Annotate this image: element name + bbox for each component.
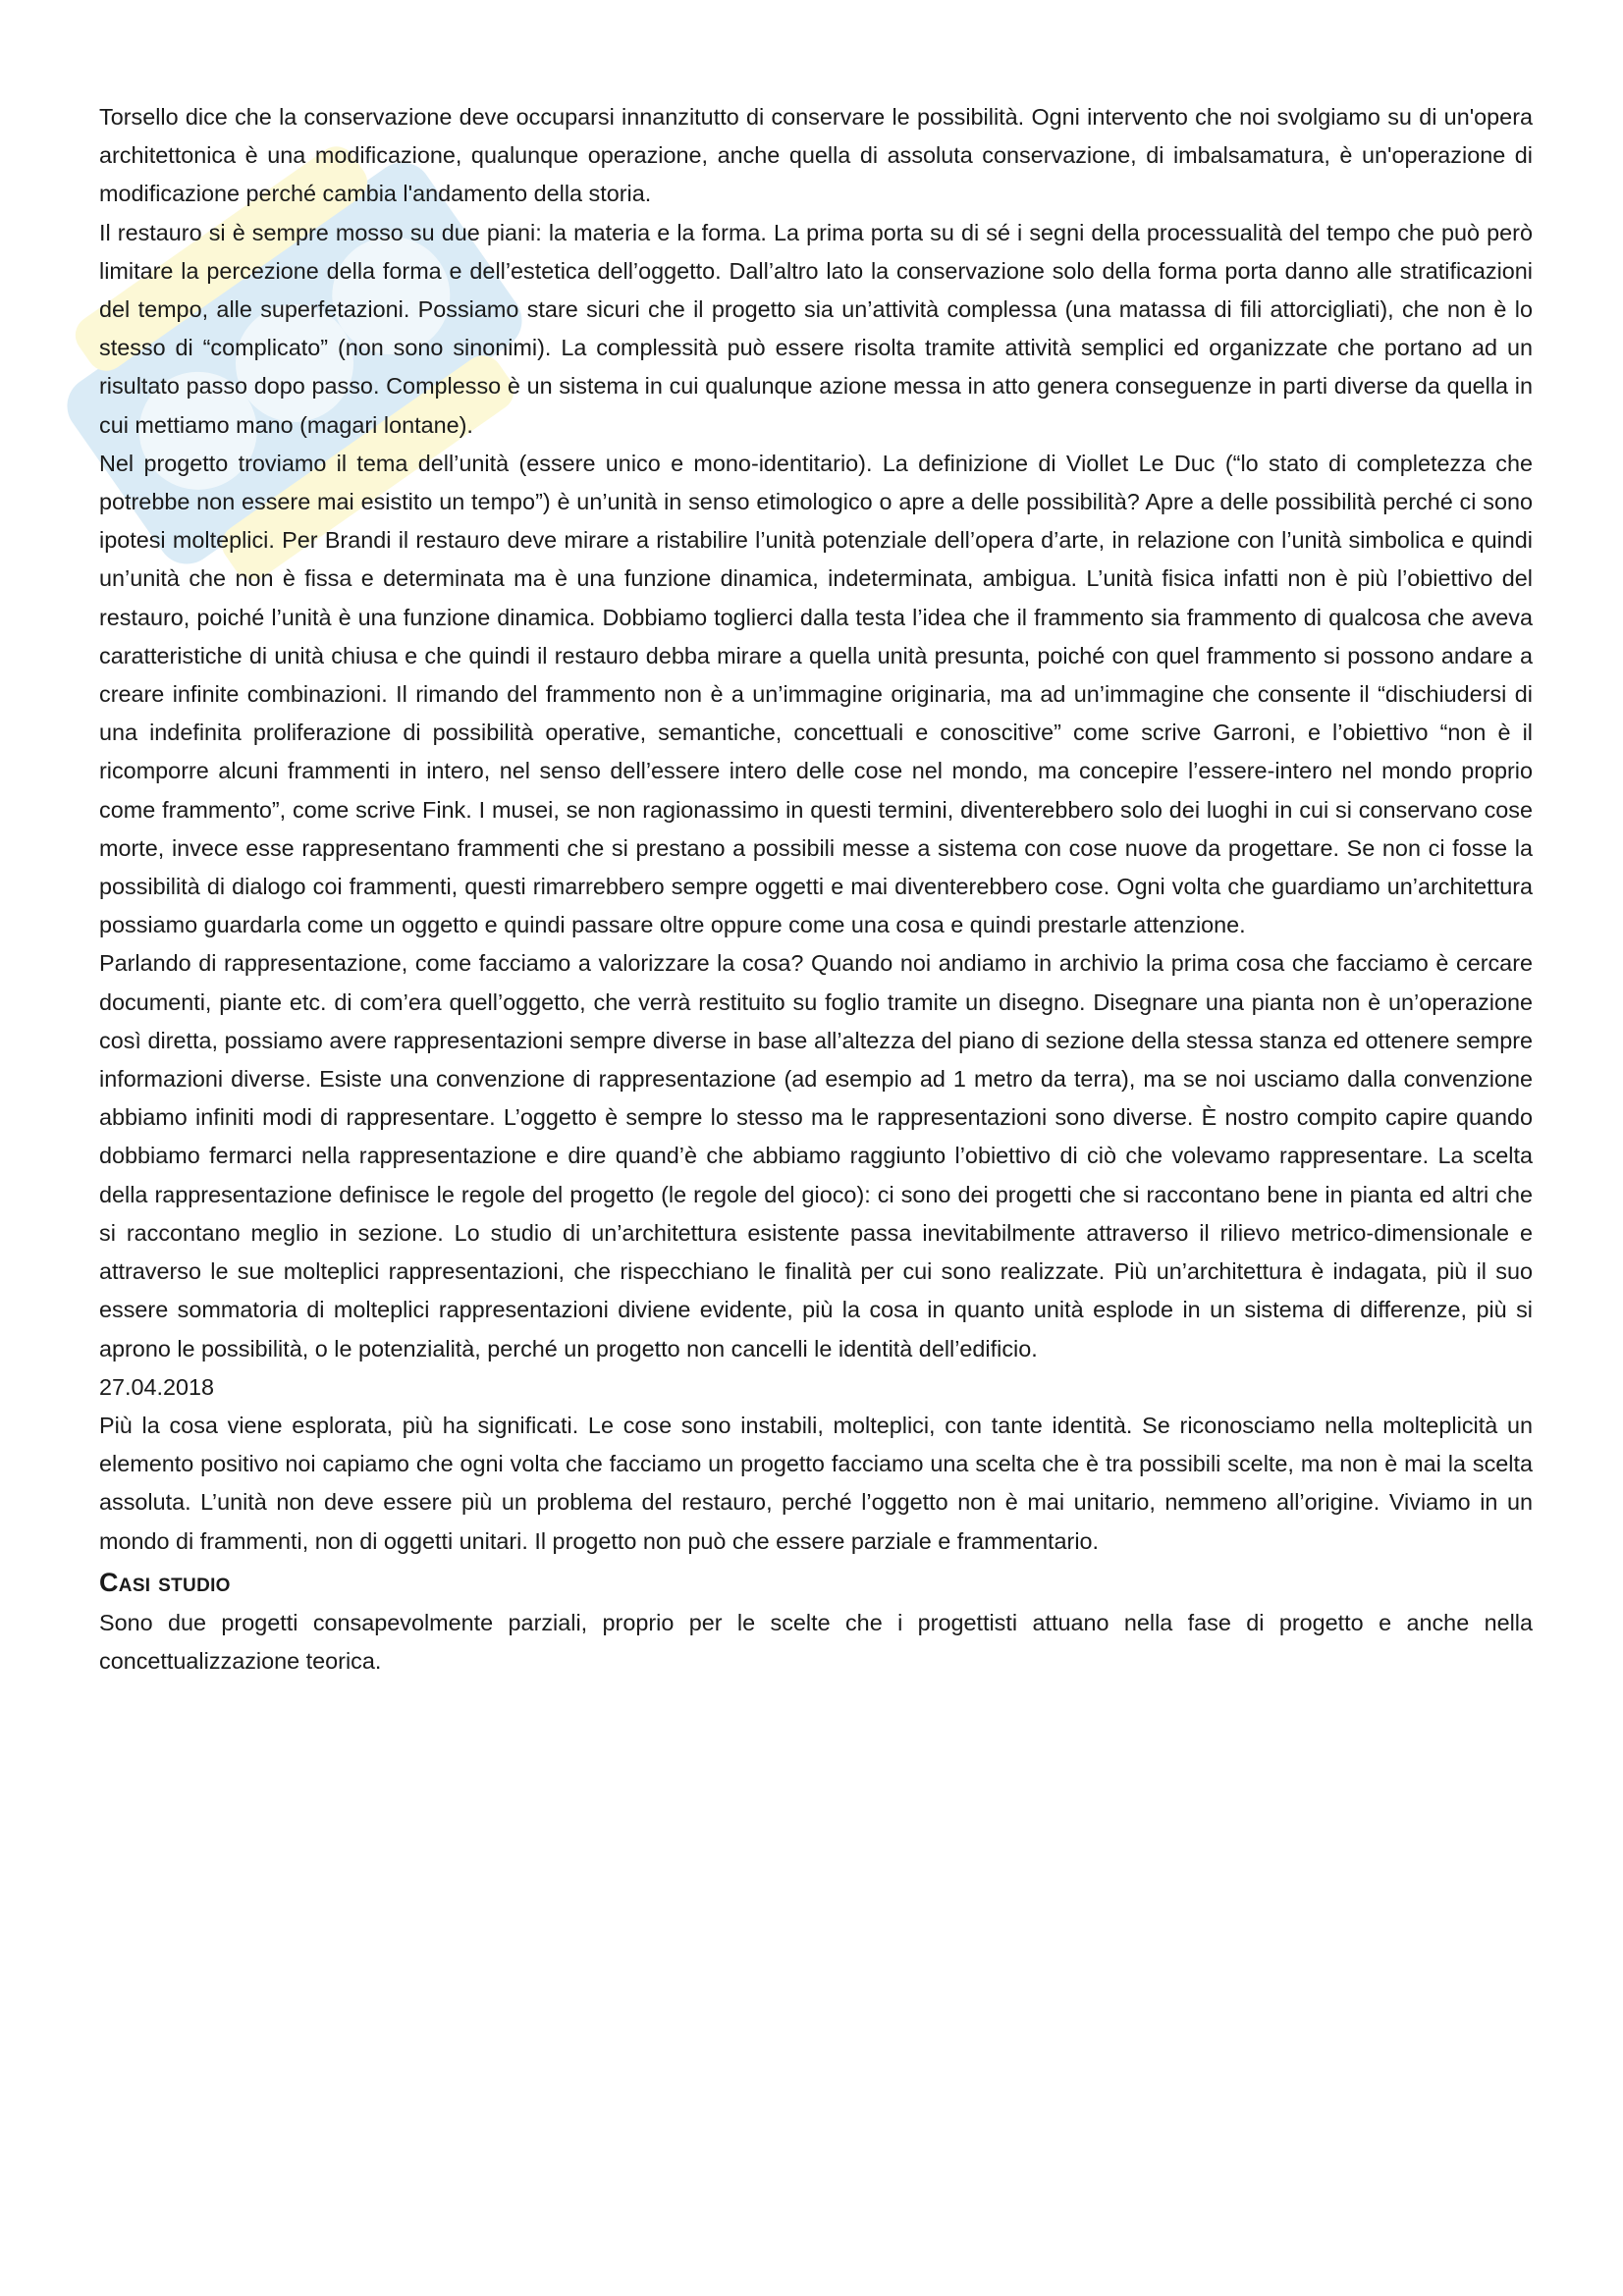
- paragraph-torsello: Torsello dice che la conservazione deve occuparsi innanzitutto di conservare le possibilità. Ogni intervento che noi svolgiamo su di un'opera architettonica è una modificazione, qualunque operazione, anche quella di assoluta conservazione, di imbalsamatura, è un'operazione di modificazione perché cambia l'andamento della storia.: [99, 104, 1533, 207]
- paragraph-rappresentazione: Parlando di rappresentazione, come facciamo a valorizzare la cosa? Quando noi andiamo in archivio la prima cosa che facciamo è cercare documenti, piante etc. di com’era quell’oggetto, che verrà restituito su foglio tramite un disegno. Disegnare una pianta non è un’operazione così diretta, possiamo avere rappresentazioni sempre diverse in base all’altezza del piano di sezione della stessa stanza ed ottenere sempre informazioni diverse. Esiste una convenzione di rappresentazione (ad esempio ad 1 metro da terra), ma se noi usciamo dalla convenzione abbiamo infiniti modi di rappresentare. L’oggetto è sempre lo stesso ma le rappresentazioni sono diverse. È nostro compito capire quando dobbiamo fermarci nella rappresentazione e dire quand’è che abbiamo raggiunto l’obiettivo di ciò che volevamo rappresentare. La scelta della rappresentazione definisce le regole del progetto (le regole del gioco): ci sono dei progetti che si raccontano bene in pianta ed altri che si raccontano meglio in sezione. Lo studio di un’architettura esistente passa inevitabilmente attraverso il rilievo metrico-dimensionale e attraverso le sue molteplici rappresentazioni, che rispecchiano le finalità per cui sono realizzate. Più un’architettura è indagata, più il suo essere sommatoria di molteplici rappresentazioni diviene evidente, più la cosa in quanto unità esplode in un sistema di differenze, più si aprono le possibilità, o le potenzialità, perché un progetto non cancelli le identità dell’edificio.: [99, 950, 1533, 1362]
- paragraph-unita: Nel progetto troviamo il tema dell’unità (essere unico e mono-identitario). La definizione di Viollet Le Duc (“lo stato di completezza che potrebbe non essere mai esistito un tempo”) è un’unità in senso etimologico o apre a delle possibilità? Apre a delle possibilità perché ci sono ipotesi molteplici. Per Brandi il restauro deve mirare a ristabilire l’unità potenziale dell’opera d’arte, in relazione con l’unità simbolica e quindi un’unità che non è fissa e determinata ma è una funzione dinamica, indeterminata, ambigua. L’unità fisica infatti non è più l’obiettivo del restauro, poiché l’unità è una funzione dinamica. Dobbiamo toglierci dalla testa l’idea che il frammento sia frammento di qualcosa che aveva caratteristiche di unità chiusa e che quindi il restauro debba mirare a quella unità presunta, poiché con quel frammento si possono andare a creare infinite combinazioni. Il rimando del frammento non è a un’immagine originaria, ma ad un’immagine che consente il “dischiudersi di una indefinita proliferazione di possibilità operative, semantiche, concettuali e conoscitive” come scrive Garroni, e l’obiettivo “non è il ricomporre alcuni frammenti in intero, nel senso dell’essere intero delle cose nel mondo, ma concepire l’essere-intero nel mondo proprio come frammento”, come scrive Fink. I musei, se non ragionassimo in questi termini, diventerebbero solo dei luoghi in cui si conservano cose morte, invece esse rappresentano frammenti che si prestano a possibili messe a sistema con cose nuove da progettare. Se non ci fosse la possibilità di dialogo coi frammenti, questi rimarrebbero sempre oggetti e mai diventerebbero cose. Ogni volta che guardiamo un’architettura possiamo guardarla come un oggetto e quindi passare oltre oppure come una cosa e quindi prestarle attenzione.: [99, 450, 1533, 938]
- lecture-date: 27.04.2018: [99, 1373, 215, 1400]
- section-heading-casi-studio: Casi studio: [99, 1567, 231, 1597]
- document-body: [99, 98, 1533, 1681]
- paragraph-frammenti: Più la cosa viene esplorata, più ha significati. Le cose sono instabili, molteplici, con tante identità. Se riconosciamo nella molteplicità un elemento positivo noi capiamo che ogni volta che facciamo un progetto facciamo una scelta che è tra possibili scelte, ma non è mai la scelta assoluta. L’unità non deve essere più un problema del restauro, perché l’oggetto non è mai unitario, nemmeno all’origine. Viviamo in un mondo di frammenti, non di oggetti unitari. Il progetto non può che essere parziale e frammentario.: [99, 1412, 1533, 1554]
- paragraph-casi-studio: Sono due progetti consapevolmente parziali, proprio per le scelte che i progettisti attuano nella fase di progetto e anche nella concettualizzazione teorica.: [99, 1609, 1533, 1674]
- paragraph-restauro: Il restauro si è sempre mosso su due piani: la materia e la forma. La prima porta su di sé i segni della processualità del tempo che può però limitare la percezione della forma e dell’estetica dell’oggetto. Dall’altro lato la conservazione solo della forma porta danno alle stratificazioni del tempo, alle superfetazioni. Possiamo stare sicuri che il progetto sia un’attività complessa (una matassa di fili attorcigliati), che non è lo stesso di “complicato” (non sono sinonimi). La complessità può essere risolta tramite attività semplici ed organizzate che portano ad un risultato passo dopo passo. Complesso è un sistema in cui qualunque azione messa in atto genera conseguenze in parti diverse da quella in cui mettiamo mano (magari lontane).: [99, 219, 1533, 438]
